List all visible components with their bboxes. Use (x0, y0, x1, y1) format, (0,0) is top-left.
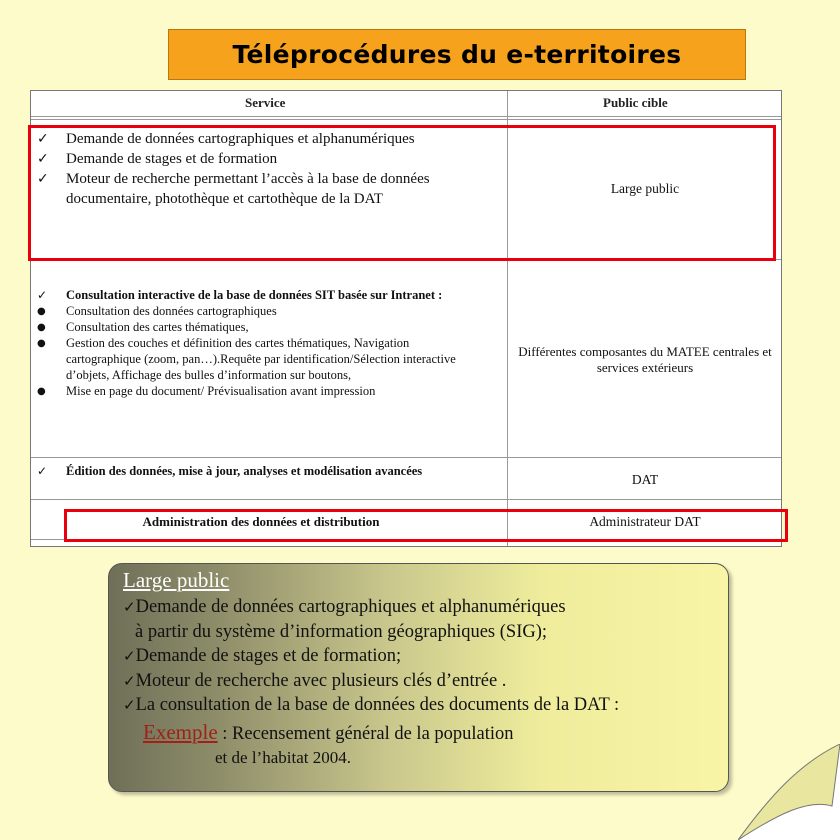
check-icon: ✓ (37, 288, 48, 302)
list-item: ✓La consultation de la base de données des documents de la DAT : (123, 695, 620, 715)
panel-list (123, 595, 619, 771)
check-icon: ✓ (37, 464, 48, 478)
check-icon: ✓ (123, 647, 136, 665)
list-item: ✓ Édition des données, mise à jour, analyses et modélisation avancées (37, 464, 423, 478)
list-item: ● Consultation des cartes thématiques, (37, 320, 249, 334)
list-item: ● Gestion des couches et définition des cartes thématiques, Navigation cartographique (zoom, pan…).Requête par identification/Sélection interactive d’objets, Affichage des bulles d’information sur boutons, (37, 336, 456, 382)
list-item: ✓ Demande de données cartographiques et alphanumériques (37, 131, 415, 147)
bullet-icon: ● (37, 306, 46, 317)
list-item: ✓ Moteur de recherche permettant l’accès à la base de données documentaire, photothèque et cartothèque de la DAT (37, 171, 430, 207)
row1-public-cell: Large public (610, 181, 680, 196)
list-item: ● Consultation des données cartographiques (37, 304, 277, 318)
list-item: ✓ Demande de stages et de formation (37, 151, 278, 167)
page-title: Téléprocédures du e-territoires (232, 40, 682, 69)
header-service: Service (245, 95, 286, 110)
row-divider (31, 116, 781, 117)
row4-public-cell: Administrateur DAT (589, 514, 701, 529)
example-line-2: et de l’habitat 2004. (215, 748, 351, 767)
header-public: Public cible (603, 95, 668, 110)
row3-service-cell (31, 463, 481, 479)
list-item: ✓Demande de données cartographiques et alphanumériques (123, 597, 566, 617)
panel-title: Large public (123, 568, 230, 592)
check-icon: ✓ (37, 171, 49, 187)
highlight-box-row4 (64, 509, 788, 542)
large-public-panel (108, 563, 729, 792)
list-item: ✓ Consultation interactive de la base de données SIT basée sur Intranet : (37, 288, 443, 302)
bullet-icon: ● (37, 322, 46, 333)
example-line (123, 720, 619, 747)
row2-public-cell: Différentes composantes du MATEE centrales et services extérieurs (518, 344, 772, 375)
page-curl-decoration (738, 744, 840, 840)
list-item: ✓Moteur de recherche avec plusieurs clés d’entrée . (123, 670, 507, 691)
row4-service-cell: Administration des données et distribution (142, 514, 380, 529)
check-icon: ✓ (123, 671, 136, 690)
row-divider (31, 457, 781, 458)
row2-service-cell (31, 287, 481, 399)
check-icon: ✓ (37, 131, 49, 147)
check-icon: ✓ (37, 151, 49, 167)
row3-public-cell: DAT (631, 472, 659, 487)
row-divider (31, 119, 781, 120)
check-icon: ✓ (123, 598, 136, 616)
row-divider (31, 499, 781, 500)
example-text: : Recensement général de la population (222, 723, 514, 744)
bullet-icon: ● (37, 386, 46, 397)
bullet-icon: ● (37, 338, 46, 349)
highlight-box-row1 (28, 125, 776, 261)
example-label: Exemple (143, 719, 218, 744)
list-item: à partir du système d’information géographiques (SIG); (135, 621, 548, 642)
title-banner (168, 29, 746, 80)
check-icon: ✓ (123, 696, 136, 714)
list-item: ● Mise en page du document/ Prévisualisation avant impression (37, 384, 376, 398)
list-item: ✓Demande de stages et de formation; (123, 646, 402, 666)
